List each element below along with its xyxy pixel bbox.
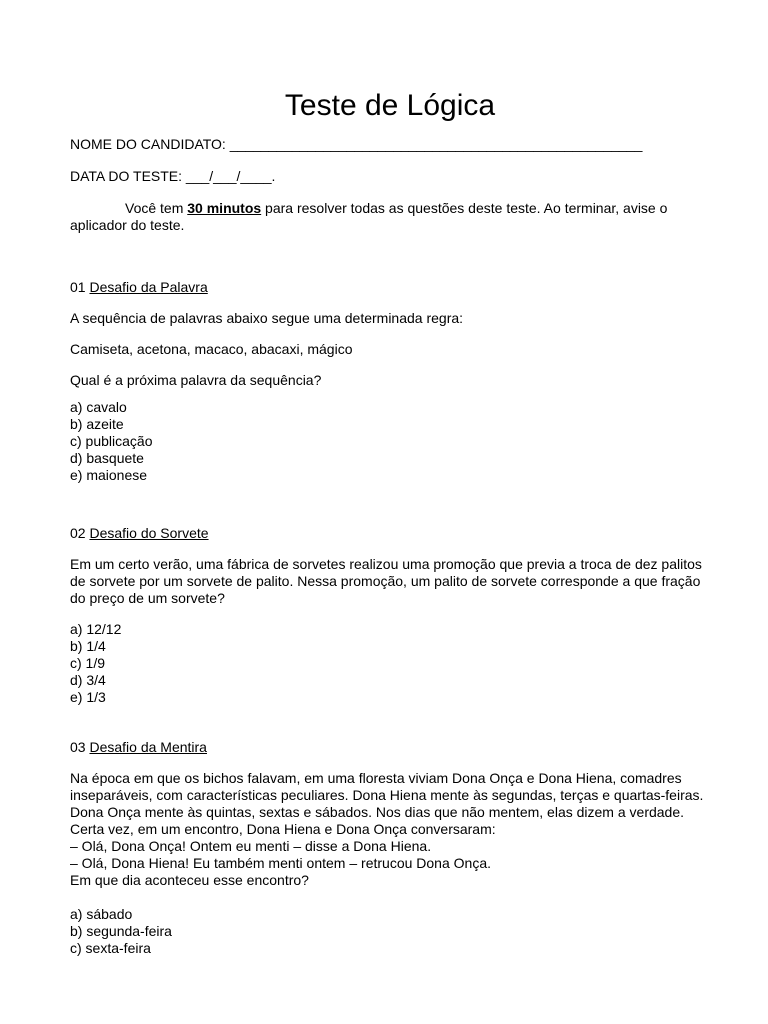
dialogue-line: – Olá, Dona Onça! Ontem eu menti – disse a Dona Hiena. bbox=[70, 838, 432, 854]
answer-option: d) basquete bbox=[70, 450, 144, 466]
intro-text-before: Você tem bbox=[125, 200, 188, 216]
intro-paragraph bbox=[70, 200, 710, 234]
document-page bbox=[70, 88, 710, 957]
answer-option: a) sábado bbox=[70, 906, 133, 922]
answer-option: b) azeite bbox=[70, 416, 124, 432]
answer-option: c) publicação bbox=[70, 433, 153, 449]
story-block bbox=[70, 770, 710, 889]
answer-option: c) sexta-feira bbox=[70, 940, 151, 956]
question-01 bbox=[70, 279, 710, 484]
candidate-name-field: NOME DO CANDIDATO: _____________________________________________________ bbox=[70, 136, 643, 152]
question-heading bbox=[70, 525, 710, 542]
question-02 bbox=[70, 525, 710, 706]
page-title: Teste de Lógica bbox=[284, 89, 496, 122]
dialogue-line: – Olá, Dona Hiena! Eu também menti ontem – retrucou Dona Onça. bbox=[70, 855, 491, 871]
story-paragraph: Na época em que os bichos falavam, em uma floresta viviam Dona Onça e Dona Hiena, comadres inseparáveis, com características peculiares. Dona Hiena mente às segundas, terças e quartas-feiras. Dona Onça mente às quintas, sextas e sábados. Nos dias que não mentem, elas dizem a verdade. bbox=[70, 770, 704, 820]
question-paragraph: Em um certo verão, uma fábrica de sorvetes realizou uma promoção que previa a troca de dez palitos de sorvete por um sorvete de palito. Nessa promoção, um palito de sorvete corresponde a que fração do preço de um sorvete? bbox=[70, 556, 702, 606]
test-date-field: DATA DO TESTE: ___/___/____. bbox=[70, 168, 276, 184]
answer-option: b) segunda-feira bbox=[70, 923, 172, 939]
intro-text-after: para resolver todas as questões deste teste. Ao terminar, avise o aplicador do teste. bbox=[70, 200, 668, 233]
question-number: 03 bbox=[70, 739, 86, 755]
answer-option: e) 1/3 bbox=[70, 689, 106, 705]
question-03 bbox=[70, 739, 710, 957]
question-title: Desafio da Mentira bbox=[89, 739, 207, 755]
answer-options bbox=[70, 906, 710, 957]
question-title: Desafio da Palavra bbox=[89, 279, 208, 295]
question-paragraph: A sequência de palavras abaixo segue uma determinada regra: bbox=[70, 310, 464, 326]
story-line: Certa vez, em um encontro, Dona Hiena e Dona Onça conversaram: bbox=[70, 821, 496, 837]
answer-options bbox=[70, 399, 710, 484]
answer-option: b) 1/4 bbox=[70, 638, 106, 654]
question-prompt: Qual é a próxima palavra da sequência? bbox=[70, 372, 322, 388]
question-title: Desafio do Sorvete bbox=[89, 525, 209, 541]
question-heading bbox=[70, 739, 710, 756]
question-number: 02 bbox=[70, 525, 86, 541]
question-heading bbox=[70, 279, 710, 296]
answer-option: a) 12/12 bbox=[70, 621, 122, 637]
answer-options bbox=[70, 621, 710, 706]
question-prompt: Em que dia aconteceu esse encontro? bbox=[70, 872, 309, 888]
answer-option: c) 1/9 bbox=[70, 655, 106, 671]
answer-option: a) cavalo bbox=[70, 399, 127, 415]
word-sequence: Camiseta, acetona, macaco, abacaxi, mágico bbox=[70, 341, 353, 357]
answer-option: e) maionese bbox=[70, 467, 148, 483]
intro-time-limit: 30 minutos bbox=[187, 200, 262, 216]
answer-option: d) 3/4 bbox=[70, 672, 106, 688]
question-number: 01 bbox=[70, 279, 86, 295]
